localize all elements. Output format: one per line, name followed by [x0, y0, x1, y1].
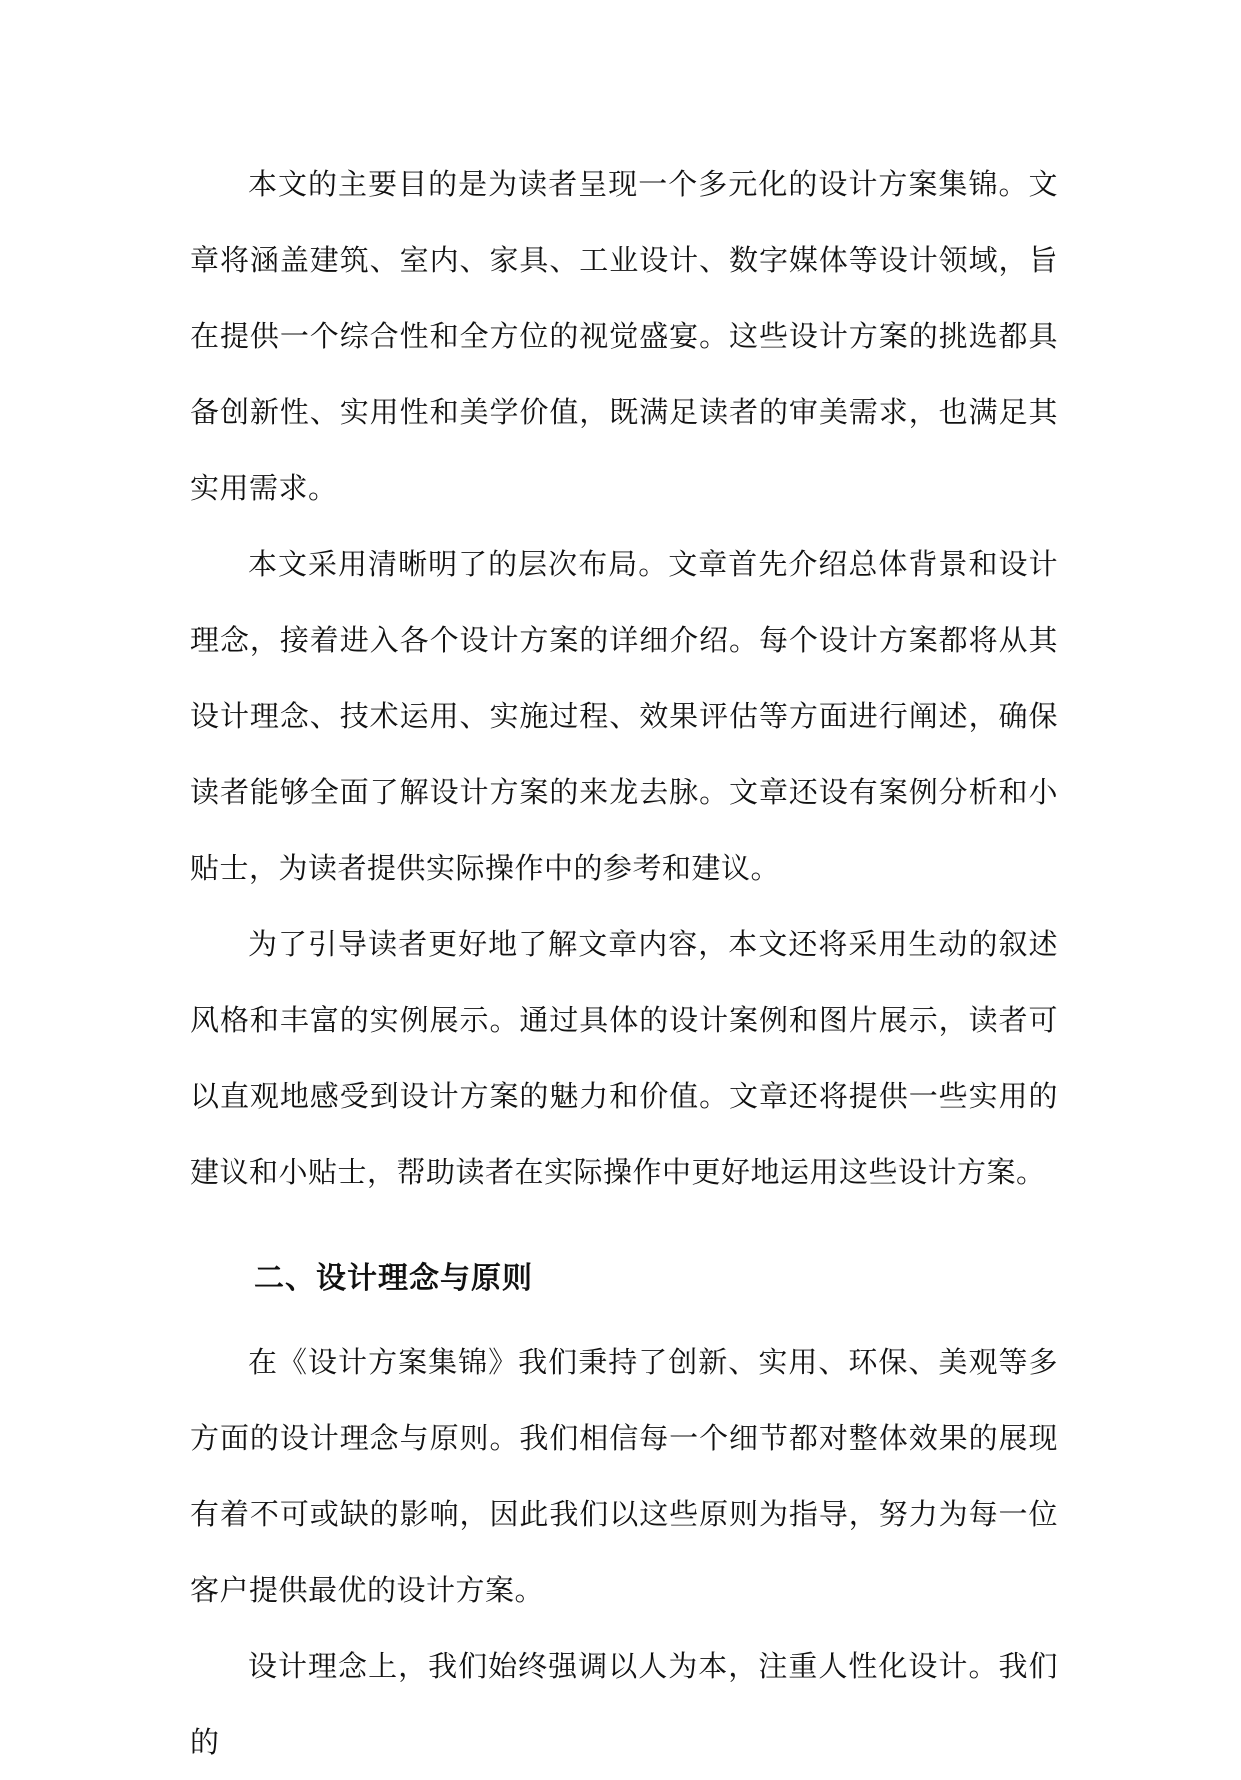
body-paragraph: 在《设计方案集锦》我们秉持了创新、实用、环保、美观等多方面的设计理念与原则。我们相信每一个细节都对整体效果的展现有着不可或缺的影响，因此我们以这些原则为指导，努力为每一位客户提供最优的设计方案。	[190, 1345, 1058, 1607]
section-heading: 二、设计理念与原则	[254, 1261, 533, 1296]
body-paragraph: 设计理念上，我们始终强调以人为本，注重人性化设计。我们的	[190, 1649, 1058, 1759]
body-paragraph: 为了引导读者更好地了解文章内容，本文还将采用生动的叙述风格和丰富的实例展示。通过具体的设计案例和图片展示，读者可以直观地感受到设计方案的魅力和价值。文章还将提供一些实用的建议和小贴士，帮助读者在实际操作中更好地运用这些设计方案。	[190, 927, 1058, 1189]
page-content	[190, 146, 1058, 1780]
body-paragraph: 本文的主要目的是为读者呈现一个多元化的设计方案集锦。文章将涵盖建筑、室内、家具、工业设计、数字媒体等设计领域，旨在提供一个综合性和全方位的视觉盛宴。这些设计方案的挑选都具备创新性、实用性和美学价值，既满足读者的审美需求，也满足其实用需求。	[190, 167, 1058, 505]
body-paragraph: 本文采用清晰明了的层次布局。文章首先介绍总体背景和设计理念，接着进入各个设计方案的详细介绍。每个设计方案都将从其设计理念、技术运用、实施过程、效果评估等方面进行阐述，确保读者能够全面了解设计方案的来龙去脉。文章还设有案例分析和小贴士，为读者提供实际操作中的参考和建议。	[190, 547, 1058, 885]
